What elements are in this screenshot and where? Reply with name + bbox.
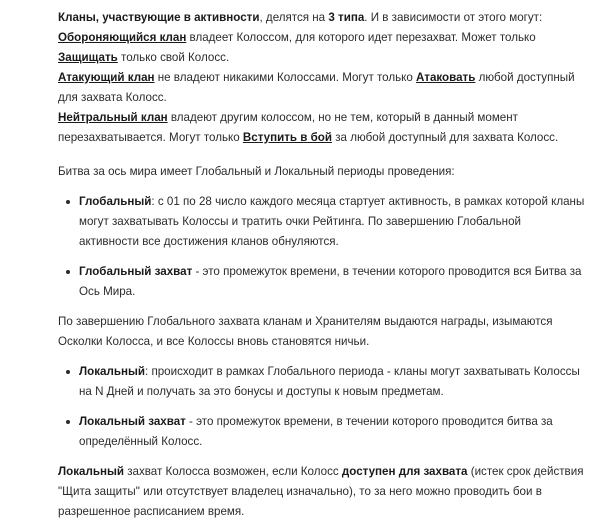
attacking-clan-line-1	[58, 68, 594, 88]
text: , делятся на	[259, 11, 329, 24]
clan-types-paragraph	[58, 8, 594, 148]
text: только свой Колосс.	[117, 51, 230, 64]
defending-clan-line-2	[58, 48, 594, 68]
local-period-list	[58, 362, 594, 452]
join-battle-action-term: Вступить в бой	[242, 131, 332, 144]
text: (истек срок действия	[467, 465, 584, 478]
line: активности все достижения кланов обнуляются.	[79, 235, 339, 248]
text: владеют другим колоссом, но не тем, который в данный момент	[167, 111, 518, 124]
available-for-capture-term: доступен для захвата	[341, 465, 468, 478]
attacking-clan-term: Атакующий клан	[58, 71, 155, 84]
attacking-clan-line-2	[58, 88, 594, 108]
neutral-clan-term: Нейтральный клан	[58, 111, 168, 124]
line: Ось Мира.	[79, 285, 136, 298]
text: : с 01 по 28 число каждого месяца стартует активность, в рамках которой кланы	[151, 195, 585, 208]
text: для захвата Колосс.	[58, 91, 167, 104]
text: . И в зависимости от этого могут:	[364, 11, 543, 24]
line: Осколки Колосса, и все Колоссы вновь становятся ничьи.	[58, 335, 370, 348]
text: - это промежуток времени, в течении которого проводится битва за	[185, 415, 553, 428]
neutral-clan-line-1	[58, 108, 594, 128]
final-paragraph	[58, 462, 594, 522]
types-count: 3 типа	[328, 11, 365, 24]
local-term-final: Локальный	[58, 465, 124, 478]
bullet-icon	[66, 270, 70, 274]
line: могут захватывать Колоссы и тратить очки Рейтинга. По завершению Глобальной	[79, 215, 521, 228]
bullet-icon	[66, 370, 70, 374]
text: : происходит в рамках Глобального периода - кланы могут захватывать Колоссы	[145, 365, 580, 378]
line: "Щита защиты" или отсутствует владелец изначально), то за него можно проводить бои в	[58, 485, 542, 498]
text: перезахватывается. Могут только	[58, 131, 243, 144]
text: - это промежуток времени, в течении которого проводится вся Битва за	[192, 265, 582, 278]
bullet-icon	[66, 420, 70, 424]
attack-action-term: Атаковать	[416, 71, 476, 84]
document-body	[58, 8, 594, 522]
list-item-local	[58, 362, 594, 402]
clan-types-heading: Кланы, участвующие в активности	[58, 11, 260, 24]
text: захват Колосса возможен, если Колосс	[124, 465, 342, 478]
text: не владеют никакими Колоссами. Могут только	[154, 71, 417, 84]
global-capture-term: Глобальный захват	[79, 265, 193, 278]
line: определённый Колосс.	[79, 435, 203, 448]
line: на N Дней и получать за это бонусы и доступы к новым предметам.	[79, 385, 444, 398]
text: за любой доступный для захвата Колосс.	[332, 131, 559, 144]
global-term: Глобальный	[79, 195, 152, 208]
line: разрешенное расписанием время.	[58, 505, 245, 518]
bullet-icon	[66, 200, 70, 204]
rewards-paragraph	[58, 312, 594, 352]
local-capture-term: Локальный захват	[79, 415, 186, 428]
list-item-global	[58, 192, 594, 252]
line: По завершению Глобального захвата кланам и Хранителям выдаются награды, изымаются	[58, 315, 553, 328]
clan-types-intro	[58, 8, 594, 28]
defending-clan-term: Обороняющийся клан	[58, 31, 187, 44]
list-item-global-capture	[58, 262, 594, 302]
defend-action-term: Защищать	[58, 51, 118, 64]
text: любой доступный	[475, 71, 575, 84]
periods-intro: Битва за ось мира имеет Глобальный и Локальный периоды проведения:	[58, 165, 455, 178]
neutral-clan-line-2	[58, 128, 594, 148]
defending-clan-line-1	[58, 28, 594, 48]
global-period-list	[58, 192, 594, 302]
list-item-local-capture	[58, 412, 594, 452]
text: владеет Колоссом, для которого идет перезахват. Может только	[186, 31, 536, 44]
local-term: Локальный	[79, 365, 145, 378]
